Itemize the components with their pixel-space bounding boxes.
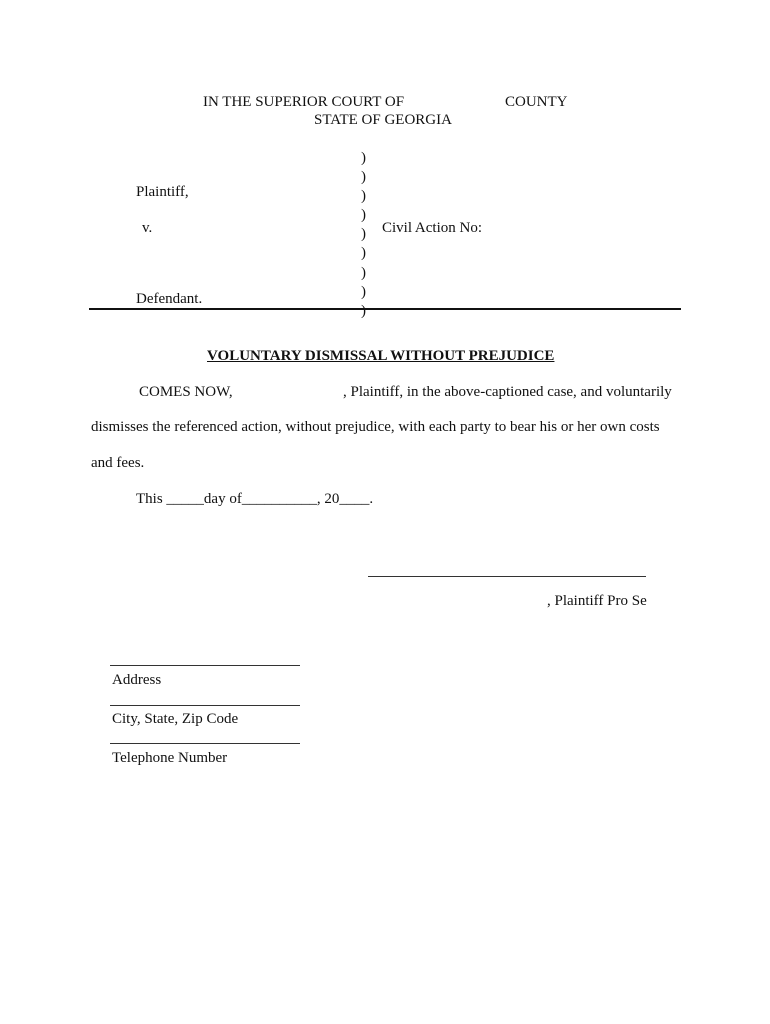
caption-paren-column [361,149,375,321]
body-text-line: , Plaintiff, in the above-captioned case, and voluntarily [343,384,672,400]
defendant-label: Defendant. [136,291,203,307]
county-label: COUNTY [505,94,568,110]
civil-action-label: Civil Action No: [382,220,483,236]
city-state-zip-label: City, State, Zip Code [112,711,239,727]
body-text-line: and fees. [91,455,145,471]
court-name-line: IN THE SUPERIOR COURT OF [203,94,405,110]
versus-label: v. [142,220,153,236]
caption-paren: ) [361,169,366,186]
address-line [110,665,300,666]
date-line: This _____day of__________, 20____. [136,491,374,507]
plaintiff-label: Plaintiff, [136,184,189,200]
caption-paren: ) [361,283,366,300]
telephone-line [110,743,300,744]
caption-paren: ) [361,226,366,243]
address-label: Address [112,672,162,688]
caption-paren: ) [361,302,366,319]
caption-paren: ) [361,188,366,205]
telephone-label: Telephone Number [112,750,228,766]
signature-label: , Plaintiff Pro Se [547,593,647,609]
caption-paren: ) [361,264,366,281]
document-title: VOLUNTARY DISMISSAL WITHOUT PREJUDICE [207,348,555,364]
caption-divider [89,308,681,310]
body-text-line: COMES NOW, [139,384,233,400]
city-state-zip-line [110,705,300,706]
state-line: STATE OF GEORGIA [314,112,452,128]
signature-line [368,576,646,577]
caption-paren: ) [361,245,366,262]
caption-paren: ) [361,207,366,224]
caption-paren: ) [361,150,366,166]
body-text-line: dismisses the referenced action, without prejudice, with each party to bear his or her own costs [91,419,660,435]
